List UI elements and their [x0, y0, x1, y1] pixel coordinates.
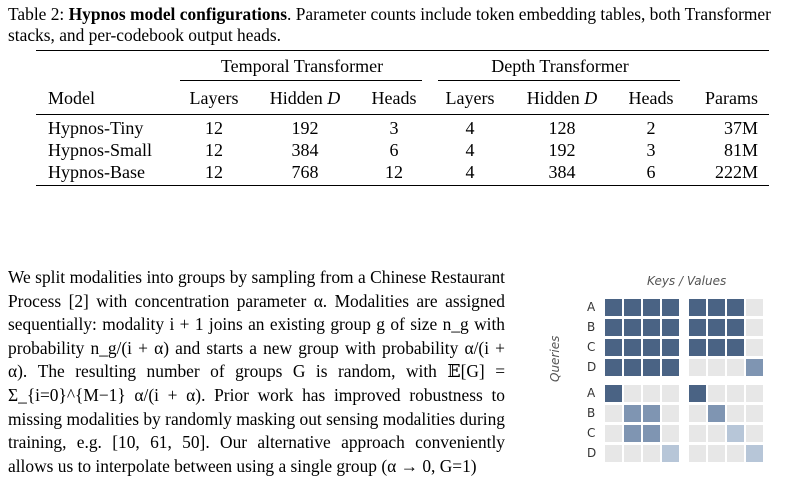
bottom-matrix-cell: [643, 425, 660, 442]
figure-title: Keys / Values: [647, 274, 727, 288]
cell-temporal-hidden: 384: [291, 140, 319, 160]
cell-params: 37M: [723, 118, 758, 138]
group-rule-temporal: [180, 80, 422, 81]
bottom-matrix-row-label: B: [587, 406, 596, 420]
group-header-temporal: Temporal Transformer: [220, 56, 384, 76]
top-matrix-cell: [708, 299, 725, 316]
bottom-matrix-cell: [643, 405, 660, 422]
top-matrix-cell: [605, 319, 622, 336]
table-mid-rule: [36, 114, 769, 115]
bottom-matrix-cell: [662, 405, 679, 422]
cell-depth-layers: 4: [465, 118, 475, 138]
cell-temporal-heads: 3: [389, 118, 399, 138]
col-header-temporal-hidden-var: D: [327, 88, 341, 108]
top-matrix-cell: [662, 339, 679, 356]
bottom-matrix-cell: [689, 445, 706, 462]
top-matrix-cell: [746, 319, 763, 336]
top-matrix-cell: [727, 339, 744, 356]
bottom-matrix-cell: [662, 425, 679, 442]
bottom-matrix-row-label: C: [587, 426, 596, 440]
cell-depth-heads: 6: [646, 162, 656, 182]
cell-depth-heads: 2: [646, 118, 656, 138]
cell-model: Hypnos-Small: [48, 140, 153, 160]
cell-temporal-hidden: 192: [291, 118, 319, 138]
top-matrix-cell: [624, 359, 641, 376]
cell-params: 222M: [714, 162, 758, 182]
bottom-matrix-cell: [605, 385, 622, 402]
col-header-temporal-layers: Layers: [189, 88, 239, 108]
cell-depth-hidden: 192: [548, 140, 576, 160]
bottom-matrix-cell: [689, 405, 706, 422]
cell-model: Hypnos-Base: [48, 162, 145, 182]
top-matrix-row-label: B: [587, 320, 596, 334]
cell-params: 81M: [723, 140, 758, 160]
cell-temporal-layers: 12: [205, 140, 223, 160]
col-header-model: Model: [48, 88, 95, 108]
config-table: [0, 0, 805, 200]
body-paragraph: [8, 266, 505, 478]
cell-temporal-hidden: 768: [291, 162, 319, 182]
bottom-matrix-cell: [746, 405, 763, 422]
col-header-depth-hidden-label: Hidden: [526, 88, 585, 108]
top-matrix-row-label: D: [587, 360, 597, 374]
bottom-matrix-cell: [605, 445, 622, 462]
top-matrix-cell: [605, 299, 622, 316]
top-matrix-cell: [746, 339, 763, 356]
bottom-matrix-cell: [624, 385, 641, 402]
bottom-matrix-cell: [727, 445, 744, 462]
col-header-depth-hidden: [527, 88, 598, 108]
col-header-depth-layers: Layers: [445, 88, 495, 108]
top-matrix-row-label: C: [587, 340, 596, 354]
bottom-matrix-cell: [708, 385, 725, 402]
top-matrix-cell: [689, 359, 706, 376]
top-matrix-cell: [624, 319, 641, 336]
bottom-matrix-cell: [746, 445, 763, 462]
caption-label: Table 2:: [8, 4, 69, 24]
cell-temporal-layers: 12: [205, 118, 223, 138]
bottom-matrix-cell: [708, 405, 725, 422]
top-matrix-cell: [689, 339, 706, 356]
top-matrix-cell: [662, 299, 679, 316]
bottom-matrix-cell: [624, 405, 641, 422]
table-bottom-rule: [36, 185, 769, 186]
bottom-matrix-cell: [605, 405, 622, 422]
cell-depth-hidden: 128: [548, 118, 576, 138]
top-matrix-cell: [708, 339, 725, 356]
bottom-matrix-cell: [643, 385, 660, 402]
cell-temporal-heads: 12: [385, 162, 403, 182]
bottom-matrix-row-label: D: [587, 446, 597, 460]
bottom-matrix-cell: [727, 405, 744, 422]
top-matrix-cell: [643, 359, 660, 376]
figure-ylabel: Queries: [548, 335, 562, 382]
col-header-temporal-hidden: [270, 88, 341, 108]
bottom-matrix-cell: [708, 445, 725, 462]
top-matrix-cell: [746, 299, 763, 316]
bottom-matrix-cell: [689, 425, 706, 442]
top-matrix-cell: [727, 359, 744, 376]
top-matrix-cell: [643, 299, 660, 316]
cell-depth-hidden: 384: [548, 162, 576, 182]
bottom-matrix-cell: [643, 445, 660, 462]
bottom-matrix-cell: [662, 385, 679, 402]
top-matrix-cell: [689, 319, 706, 336]
caption-text: . Parameter counts include token embedding tables, both Transformer stacks, and per-codebook output heads.: [8, 4, 771, 45]
bottom-matrix-cell: [605, 425, 622, 442]
cell-depth-layers: 4: [465, 140, 475, 160]
bottom-matrix-cell: [662, 445, 679, 462]
col-header-temporal-heads: Heads: [371, 88, 417, 108]
col-header-temporal-hidden-label: Hidden: [269, 88, 328, 108]
bottom-matrix-row-label: A: [587, 386, 596, 400]
top-matrix-cell: [605, 339, 622, 356]
bottom-matrix-cell: [624, 445, 641, 462]
caption-title: Hypnos model configurations: [68, 4, 287, 24]
top-matrix-cell: [643, 319, 660, 336]
top-matrix-cell: [643, 339, 660, 356]
cell-depth-layers: 4: [465, 162, 475, 182]
bottom-matrix-cell: [689, 385, 706, 402]
top-matrix-cell: [727, 299, 744, 316]
bottom-matrix-cell: [708, 425, 725, 442]
cell-temporal-layers: 12: [205, 162, 223, 182]
cell-model: Hypnos-Tiny: [48, 118, 144, 138]
group-rule-depth: [438, 80, 680, 81]
top-matrix-cell: [689, 299, 706, 316]
col-header-params: Params: [705, 88, 758, 108]
top-matrix-cell: [624, 299, 641, 316]
top-matrix-cell: [662, 359, 679, 376]
group-header-depth: Depth Transformer: [491, 56, 629, 76]
top-matrix-cell: [727, 319, 744, 336]
cell-depth-heads: 3: [646, 140, 656, 160]
body-paragraph-text: We split modalities into groups by sampling from a Chinese Restaurant Process [2] with concentration parameter α. Modalities are assigned sequentially: modality i + 1 joins an existing group g of size n_g with probability n_g/(i + α) and starts a new group with probability α/(i + α). The resulting number of groups G is random, with 𝔼[G] = Σ_{i=0}^{M−1} α/(i + α). Prior work has improved robustness to missing modalities by randomly masking out sensing modalities during training, e.g. [10, 61, 50]. Our alternative approach conveniently allows us to interpolate between using a single group (α → 0, G=1): [8, 267, 505, 476]
bottom-matrix-cell: [727, 385, 744, 402]
top-matrix-cell: [662, 319, 679, 336]
top-matrix-cell: [605, 359, 622, 376]
table-top-rule: [36, 50, 769, 51]
top-matrix-cell: [624, 339, 641, 356]
top-matrix-cell: [708, 359, 725, 376]
bottom-matrix-cell: [746, 425, 763, 442]
bottom-matrix-cell: [727, 425, 744, 442]
bottom-matrix-cell: [746, 385, 763, 402]
bottom-matrix-cell: [624, 425, 641, 442]
cell-temporal-heads: 6: [389, 140, 399, 160]
col-header-depth-heads: Heads: [628, 88, 674, 108]
top-matrix-row-label: A: [587, 300, 596, 314]
top-matrix-cell: [746, 359, 763, 376]
top-matrix-cell: [708, 319, 725, 336]
col-header-depth-hidden-var: D: [584, 88, 598, 108]
